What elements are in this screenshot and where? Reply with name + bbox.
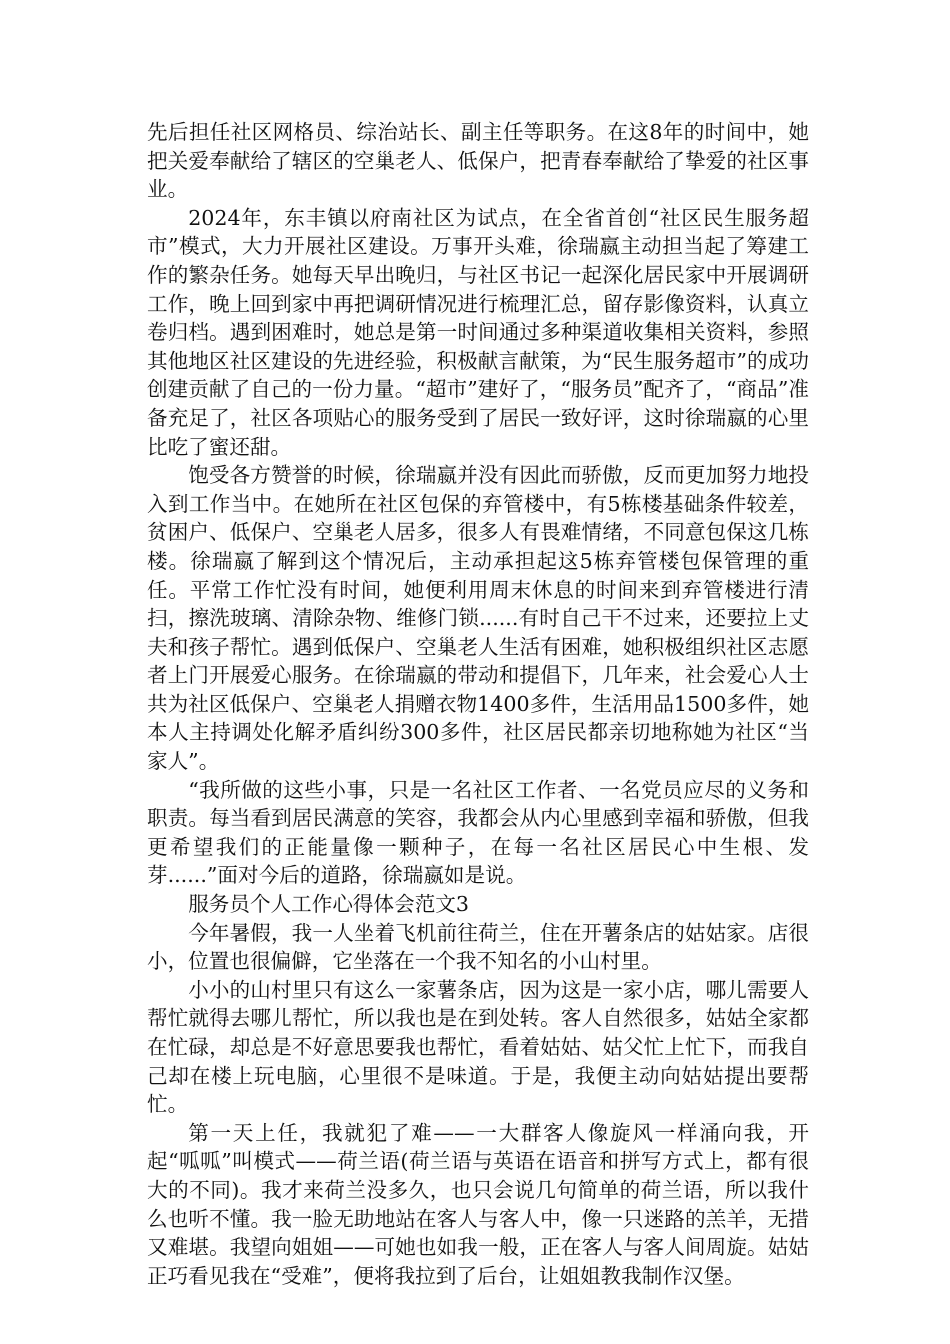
paragraph: 今年暑假，我一人坐着飞机前往荷兰，住在开薯条店的姑姑家。店很小，位置也很偏僻，它坐落在一个我不知名的小山村里。 <box>147 920 809 974</box>
paragraph: “我所做的这些小事，只是一名社区工作者、一名党员应尽的义务和职责。每当看到居民满意的笑容，我都会从内心里感到幸福和骄傲，但我更希望我们的正能量像一颗种子，在每一名社区居民心中生根、发芽......”面对今后的道路，徐瑞嬴如是说。 <box>147 777 809 888</box>
paragraph: 2024年，东丰镇以府南社区为试点，在全省首创“社区民生服务超市”模式，大力开展社区建设。万事开头难，徐瑞嬴主动担当起了筹建工作的繁杂任务。她每天早出晚归，与社区书记一起深化居民家中开展调研工作，晚上回到家中再把调研情况进行梳理汇总，留存影像资料，认真立卷归档。遇到困难时，她总是第一时间通过多种渠道收集相关资料，参照其他地区社区建设的先进经验，积极献言献策，为“民生服务超市”的成功创建贡献了自己的一份力量。“超市”建好了，“服务员”配齐了，“商品”准备充足了，社区各项贴心的服务受到了居民一致好评，这时徐瑞嬴的心里比吃了蜜还甜。 <box>147 205 809 459</box>
document-page <box>147 118 809 1290</box>
section-title: 服务员个人工作心得体会范文3 <box>188 892 470 917</box>
paragraph: 饱受各方赞誉的时候，徐瑞嬴并没有因此而骄傲，反而更加努力地投入到工作当中。在她所在社区包保的弃管楼中，有5栋楼基础条件较差，贫困户、低保户、空巢老人居多，很多人有畏难情绪，不同意包保这几栋楼。徐瑞嬴了解到这个情况后，主动承担起这5栋弃管楼包保管理的重任。平常工作忙没有时间，她便利用周末休息的时间来到弃管楼进行清扫，擦洗玻璃、清除杂物、维修门锁......有时自己干不过来，还要拉上丈夫和孩子帮忙。遇到低保户、空巢老人生活有困难，她积极组织社区志愿者上门开展爱心服务。在徐瑞嬴的带动和提倡下，几年来，社会爱心人士共为社区低保户、空巢老人捐赠衣物1400多件，生活用品1500多件，她本人主持调处化解矛盾纠纷300多件，社区居民都亲切地称她为社区“当家人”。 <box>147 463 809 774</box>
paragraph: 第一天上任，我就犯了难——一大群客人像旋风一样涌向我，开起“呱呱”叫模式——荷兰语(荷兰语与英语在语音和拼写方式上，都有很大的不同)。我才来荷兰没多久，也只会说几句简单的荷兰语，所以我什么也听不懂。我一脸无助地站在客人与客人中，像一只迷路的羔羊，无措又难堪。我望向姐姐——可她也如我一般，正在客人与客人间周旋。姑姑正巧看见我在“受难”，便将我拉到了后台，让姐姐教我制作汉堡。 <box>147 1120 809 1288</box>
paragraph: 先后担任社区网格员、综治站长、副主任等职务。在这8年的时间中，她把关爱奉献给了辖区的空巢老人、低保户，把青春奉献给了挚爱的社区事业。 <box>147 120 809 202</box>
paragraph: 小小的山村里只有这么一家薯条店，因为这是一家小店，哪儿需要人帮忙就得去哪儿帮忙，所以我也是在到处转。客人自然很多，姑姑全家都在忙碌，却总是不好意思要我也帮忙，看着姑姑、姑父忙上忙下，而我自己却在楼上玩电脑，心里很不是味道。于是，我便主动向姑姑提出要帮忙。 <box>147 977 809 1117</box>
